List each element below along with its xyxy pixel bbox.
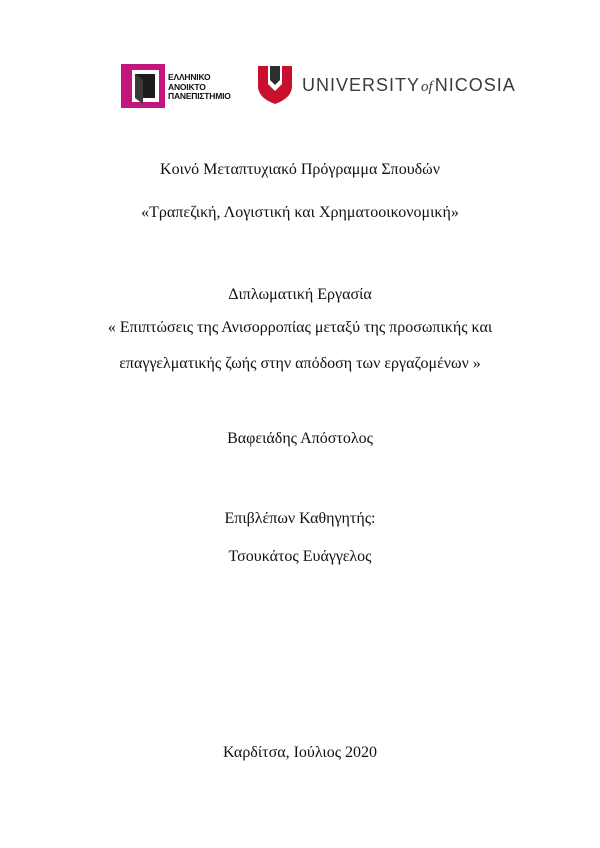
supervisor-label: Επιβλέπων Καθηγητής: [224,510,376,527]
program-name: «Τραπεζική, Λογιστική και Χρηματοοικονομική» [141,204,459,221]
unic-wordmark-of: of [421,79,433,95]
hou-logo-line-2: ΑΝΟΙΚΤΟ [168,81,206,92]
thesis-title-line-2: επαγγελματικής ζωής στην απόδοση των εργαζομένων » [119,355,481,372]
unic-wordmark [302,75,516,96]
supervisor-name: Τσουκάτος Ευάγγελος [228,548,372,565]
unic-shield-icon [258,66,292,104]
hou-logo-mark-icon [121,64,165,108]
unic-wordmark-nicosia: NICOSIA [434,75,516,95]
unic-logo [258,66,516,106]
program-line: Κοινό Μεταπτυχιακό Πρόγραμμα Σπουδών [160,161,440,178]
thesis-title-line-1: « Επιπτώσεις της Ανισορροπίας μεταξύ της προσωπικής και [107,319,493,336]
logo-header [0,60,600,110]
hou-logo-text [168,73,231,102]
hou-logo-line-1: ΕΛΛΗΝΙΚΟ [168,72,211,82]
thesis-type-label: Διπλωματική Εργασία [228,286,372,303]
place-and-date: Καρδίτσα, Ιούλιος 2020 [222,744,378,761]
hou-logo [121,64,246,110]
hou-logo-line-3: ΠΑΝΕΠΙΣΤΗΜΙΟ [168,91,231,101]
author-name: Βαφειάδης Απόστολος [227,430,373,447]
unic-wordmark-university: UNIVERSITY [302,75,421,95]
